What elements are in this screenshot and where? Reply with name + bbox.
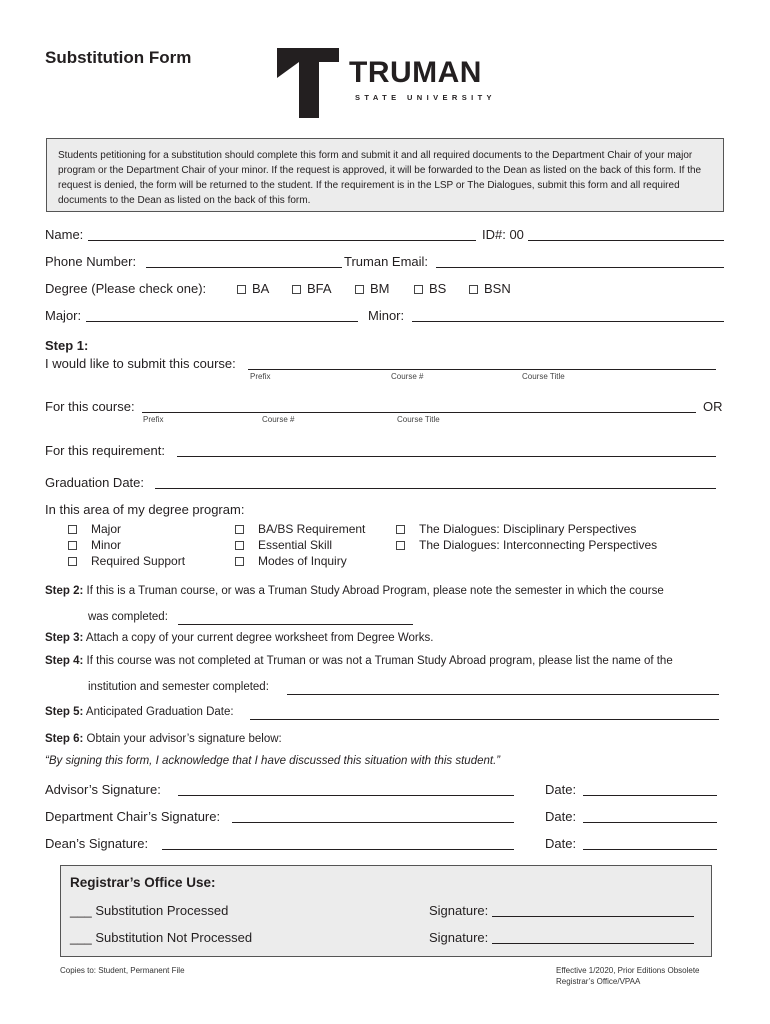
dean-signature-label: Dean’s Signature: (45, 836, 149, 851)
id-label: ID#: 00 (482, 227, 524, 242)
grad-date-label: Graduation Date: (45, 475, 145, 490)
step1-heading: Step 1: (45, 338, 89, 353)
checkbox-icon[interactable] (68, 557, 77, 566)
submit-course-title-caption: Course Title (522, 372, 565, 381)
footer-effective: Effective 1/2020, Prior Editions Obsolete (556, 966, 700, 975)
degree-option-bm[interactable]: BM (355, 281, 390, 296)
not-processed-signature-label: Signature: (429, 930, 489, 945)
area-minor[interactable]: Minor (68, 538, 121, 552)
checkbox-icon[interactable] (414, 285, 423, 294)
area-dialogues-interconnecting[interactable]: The Dialogues: Interconnecting Perspectives (396, 538, 657, 552)
grad-date-field[interactable] (155, 488, 716, 489)
chair-signature-label: Department Chair’s Signature: (45, 809, 221, 824)
dean-date-field[interactable] (583, 849, 717, 850)
processed-signature-label: Signature: (429, 903, 489, 918)
minor-field[interactable] (412, 321, 724, 322)
not-processed-signature-field[interactable] (492, 943, 694, 944)
checkbox-icon[interactable] (68, 541, 77, 550)
checkbox-icon[interactable] (235, 557, 244, 566)
dean-date-label: Date: (545, 836, 577, 851)
chair-date-label: Date: (545, 809, 577, 824)
area-required-support[interactable]: Required Support (68, 554, 185, 568)
step4-institution-field[interactable] (287, 694, 719, 695)
step6-quote: “By signing this form, I acknowledge that I have discussed this situation with this student.” (45, 755, 501, 767)
dean-signature-field[interactable] (162, 849, 514, 850)
logo-name: TRUMAN (349, 56, 482, 89)
degree-option-bs[interactable]: BS (414, 281, 446, 296)
area-label: In this area of my degree program: (45, 502, 245, 517)
chair-signature-field[interactable] (232, 822, 514, 823)
submit-course-label: I would like to submit this course: (45, 356, 236, 371)
advisor-signature-label: Advisor’s Signature: (45, 782, 161, 797)
major-field[interactable] (86, 321, 358, 322)
name-field[interactable] (88, 240, 476, 241)
or-label: OR (703, 399, 723, 414)
advisor-date-field[interactable] (583, 795, 717, 796)
checkbox-icon[interactable] (469, 285, 478, 294)
not-processed-row[interactable]: ___ Substitution Not Processed (70, 930, 253, 945)
requirement-label: For this requirement: (45, 443, 165, 458)
degree-option-bsn[interactable]: BSN (469, 281, 511, 296)
checkbox-icon[interactable] (292, 285, 301, 294)
email-label: Truman Email: (344, 254, 429, 269)
degree-option-bfa[interactable]: BFA (292, 281, 332, 296)
id-field[interactable] (528, 240, 724, 241)
step2: Step 2: If this is a Truman course, or was a Truman Study Abroad Program, please note the semester in which the course (45, 585, 664, 597)
page-title: Substitution Form (45, 48, 192, 67)
logo-subtitle: STATE UNIVERSITY (355, 93, 496, 102)
advisor-date-label: Date: (545, 782, 577, 797)
step6: Step 6: Obtain your advisor’s signature below: (45, 733, 282, 745)
for-course-label: For this course: (45, 399, 135, 414)
truman-logo (277, 46, 497, 120)
chair-date-field[interactable] (583, 822, 717, 823)
checkbox-icon[interactable] (396, 541, 405, 550)
step3: Step 3: Attach a copy of your current degree worksheet from Degree Works. (45, 632, 434, 644)
checkbox-icon[interactable] (68, 525, 77, 534)
for-course-field[interactable] (142, 412, 696, 413)
degree-label: Degree (Please check one): (45, 281, 207, 296)
checkbox-icon[interactable] (237, 285, 246, 294)
step2-completed-field[interactable] (178, 624, 413, 625)
minor-label: Minor: (368, 308, 405, 323)
area-essential-skill[interactable]: Essential Skill (235, 538, 332, 552)
checkbox-icon[interactable] (235, 541, 244, 550)
area-major[interactable]: Major (68, 522, 121, 536)
area-dialogues-disciplinary[interactable]: The Dialogues: Disciplinary Perspectives (396, 522, 636, 536)
for-course-title-caption: Course Title (397, 415, 440, 424)
registrar-heading: Registrar’s Office Use: (70, 875, 216, 890)
for-prefix-caption: Prefix (143, 415, 164, 424)
phone-field[interactable] (146, 267, 342, 268)
checkbox-icon[interactable] (355, 285, 364, 294)
step4-institution-label: institution and semester completed: (88, 681, 269, 693)
email-field[interactable] (436, 267, 724, 268)
step5-grad-date-field[interactable] (250, 719, 719, 720)
for-course-num-caption: Course # (262, 415, 295, 424)
instructions-box: Students petitioning for a substitution should complete this form and submit it and all required documents to the Department Chair of your major program or the Department Chair of your minor. If the request is approved, it will be forwarded to the Dean as listed on the back of this form. If the request is denied, the form will be returned to the student. If the requirement is in the LSP or The Dialogues, submit this form and all required documents to the Dean as listed on the back of this form. (46, 138, 724, 212)
footer-office: Registrar’s Office/VPAA (556, 977, 641, 986)
phone-label: Phone Number: (45, 254, 137, 269)
checkbox-icon[interactable] (396, 525, 405, 534)
step4: Step 4: If this course was not completed at Truman or was not a Truman Study Abroad program, please list the name of the (45, 655, 673, 667)
footer-copies: Copies to: Student, Permanent File (60, 966, 185, 975)
advisor-signature-field[interactable] (178, 795, 514, 796)
step5: Step 5: Anticipated Graduation Date: (45, 706, 234, 718)
area-modes-inquiry[interactable]: Modes of Inquiry (235, 554, 347, 568)
area-ba-bs[interactable]: BA/BS Requirement (235, 522, 365, 536)
processed-row[interactable]: ___ Substitution Processed (70, 903, 229, 918)
requirement-field[interactable] (177, 456, 716, 457)
submit-prefix-caption: Prefix (250, 372, 271, 381)
processed-signature-field[interactable] (492, 916, 694, 917)
submit-course-field[interactable] (248, 369, 716, 370)
registrar-box (60, 865, 712, 957)
submit-course-num-caption: Course # (391, 372, 424, 381)
degree-option-ba[interactable]: BA (237, 281, 269, 296)
checkbox-icon[interactable] (235, 525, 244, 534)
step2-completed-label: was completed: (88, 611, 168, 623)
major-label: Major: (45, 308, 82, 323)
name-label: Name: (45, 227, 84, 242)
